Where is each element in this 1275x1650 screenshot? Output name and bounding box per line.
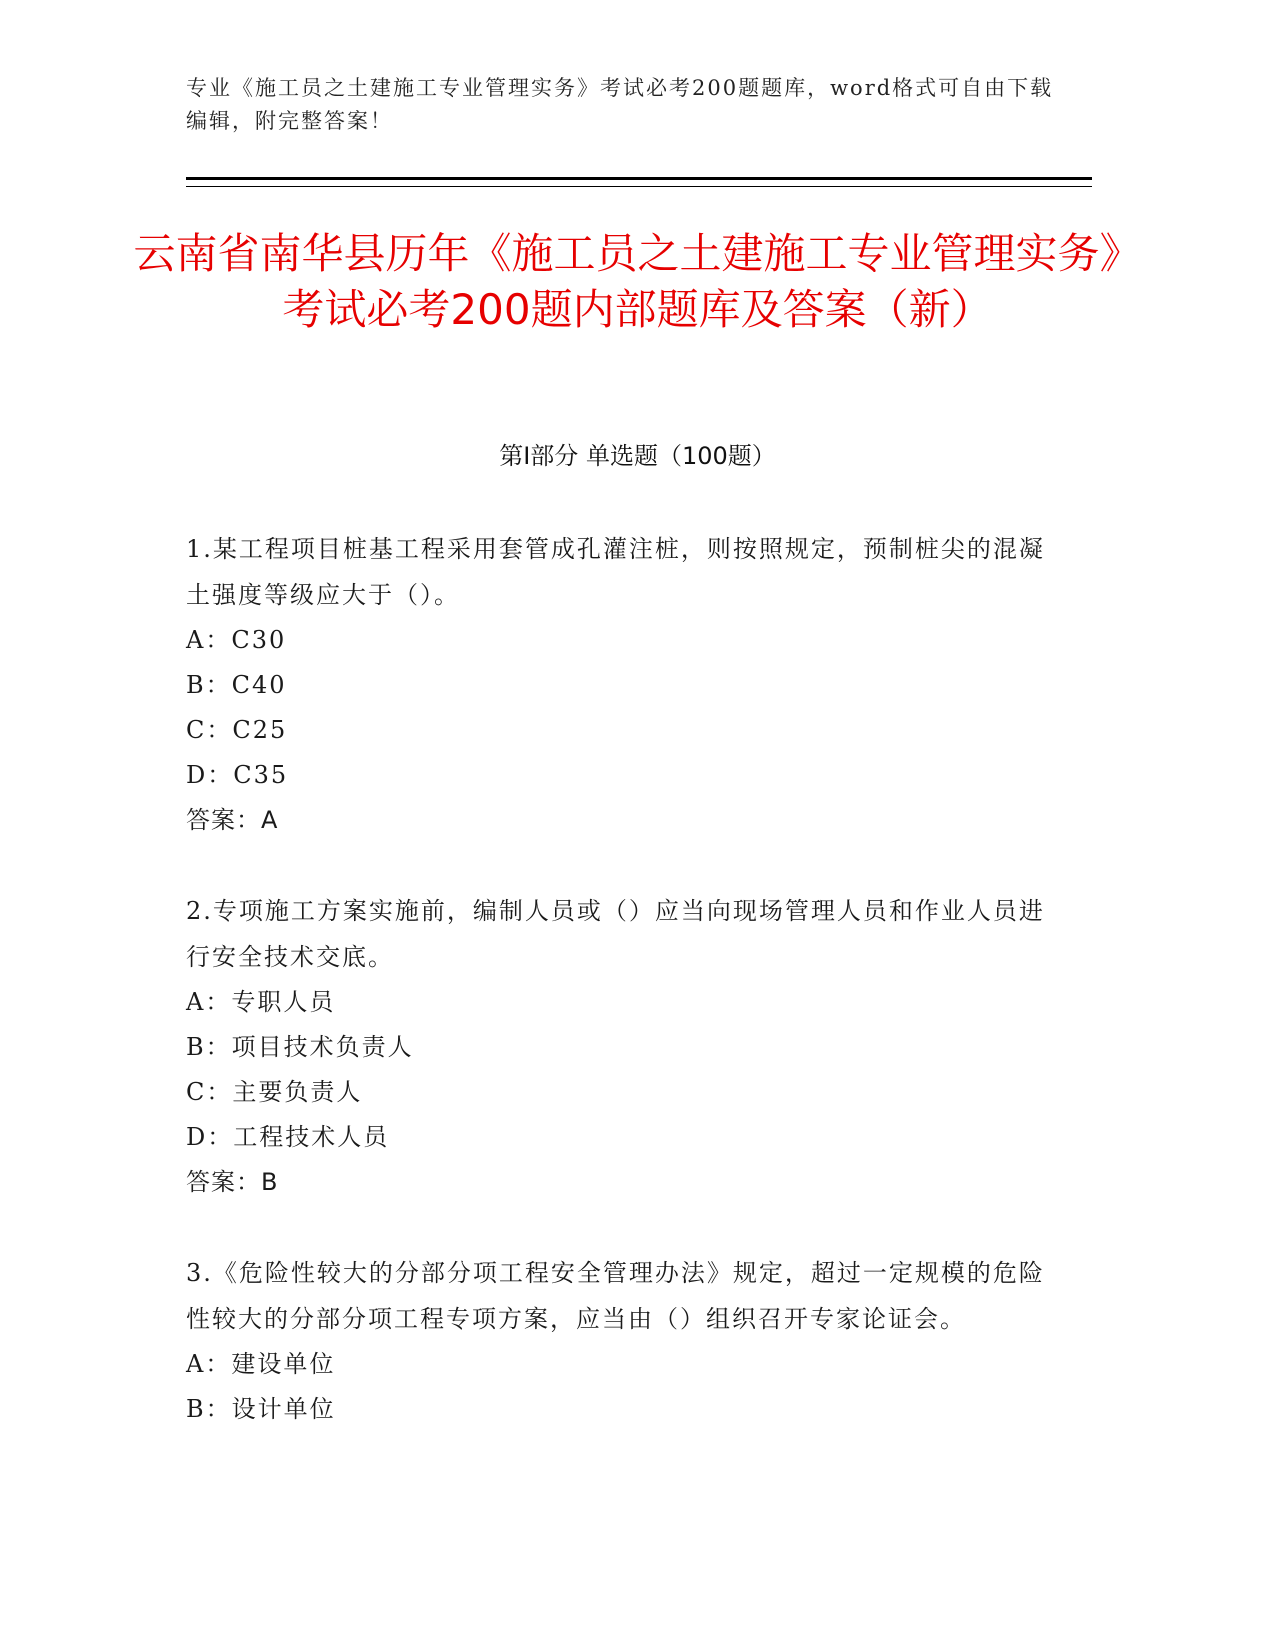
option-a: A：C30	[186, 626, 287, 654]
question-2	[186, 888, 1066, 1205]
question-3	[186, 1250, 1066, 1432]
option-b: B：C40	[186, 671, 287, 699]
option-b: B：设计单位	[186, 1395, 336, 1423]
question-stem: 2.专项施工方案实施前，编制人员或（）应当向现场管理人员和作业人员进行安全技术交底。	[186, 897, 1045, 971]
question-1	[186, 526, 1066, 843]
header-note: 专业《施工员之土建施工专业管理实务》考试必考200题题库，word格式可自由下载编辑，附完整答案！	[186, 76, 1054, 133]
question-stem: 3.《危险性较大的分部分项工程安全管理办法》规定，超过一定规模的危险性较大的分部分项工程专项方案，应当由（）组织召开专家论证会。	[186, 1259, 1045, 1333]
answer: 答案：A	[186, 806, 279, 834]
option-d: D：C35	[186, 761, 289, 789]
option-c: C：C25	[186, 716, 288, 744]
question-stem: 1.某工程项目桩基工程采用套管成孔灌注桩，则按照规定，预制桩尖的混凝土强度等级应大于（）。	[186, 535, 1045, 609]
answer: 答案：B	[186, 1168, 279, 1196]
section-title: 第Ⅰ部分 单选题（100题）	[499, 442, 776, 470]
header-divider-thick	[186, 177, 1092, 180]
option-b: B：项目技术负责人	[186, 1033, 414, 1061]
option-a: A：建设单位	[186, 1350, 336, 1378]
option-a: A：专职人员	[186, 988, 336, 1016]
option-c: C：主要负责人	[186, 1078, 363, 1106]
document-title: 云南省南华县历年《施工员之土建施工专业管理实务》考试必考200题内部题库及答案（新）	[133, 229, 1142, 334]
header-divider-thin	[186, 186, 1092, 187]
option-d: D：工程技术人员	[186, 1123, 390, 1151]
